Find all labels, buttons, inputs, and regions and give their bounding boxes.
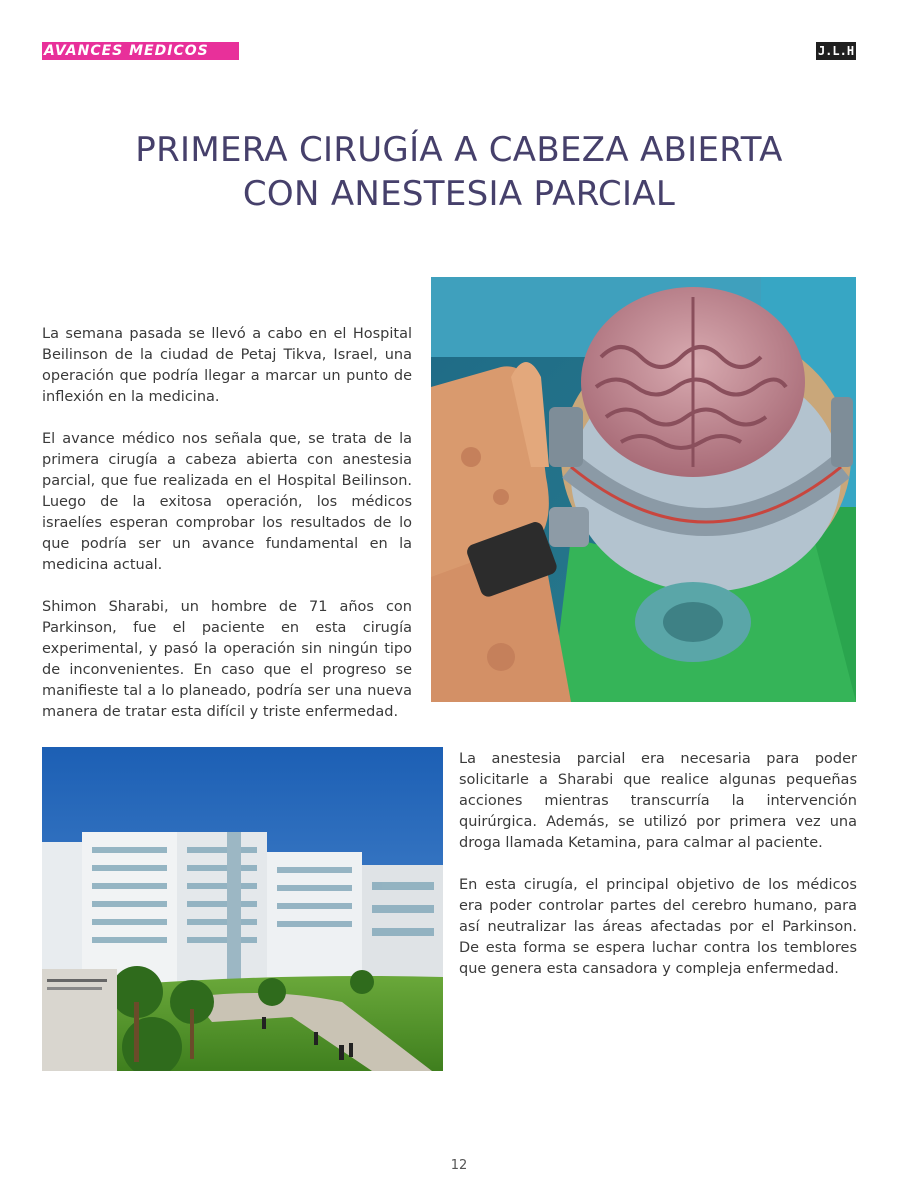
section-label: AVANCES MEDICOS bbox=[42, 42, 239, 60]
title-line-2: CON ANESTESIA PARCIAL bbox=[242, 174, 676, 214]
paragraph: El avance médico nos señala que, se trata de la primera cirugía a cabeza abierta con anestesia parcial, que fue realizada en el Hospital Beilinson. Luego de la exitosa operación, los médicos israelíes esperan comprobar los resultados de lo que podría ser un avance fundamental en la medicina actual. bbox=[42, 431, 412, 573]
brand-logo: J.L.H bbox=[817, 44, 855, 58]
article-title bbox=[80, 128, 838, 216]
page-number: 12 bbox=[450, 1158, 468, 1173]
paragraph: Shimon Sharabi, un hombre de 71 años con Parkinson, fue el paciente en esta cirugía experimental, y pasó la operación sin ningún tipo de inconvenientes. En caso que el progreso se manifieste tal a lo planeado, podría ser una nueva manera de tratar esta difícil y triste enfermedad. bbox=[42, 599, 412, 720]
article-column-right bbox=[459, 749, 857, 1001]
hospital-photo-image bbox=[42, 747, 443, 1071]
article-column-left bbox=[42, 324, 412, 744]
title-line-1: PRIMERA CIRUGÍA A CABEZA ABIERTA bbox=[135, 130, 783, 170]
paragraph: En esta cirugía, el principal objetivo de los médicos era poder controlar partes del cerebro humano, para así neutralizar las áreas afectadas por el Parkinson. De esta forma se espera luchar contra los temblores que genera esta cansadora y compleja enfermedad. bbox=[459, 877, 857, 977]
paragraph: La anestesia parcial era necesaria para poder solicitarle a Sharabi que realice algunas pequeñas acciones mientras transcurría la intervención quirúrgica. Además, se utilizó por primera vez una droga llamada Ketamina, para calmar al paciente. bbox=[459, 751, 857, 851]
paragraph: La semana pasada se llevó a cabo en el Hospital Beilinson de la ciudad de Petaj Tikva, Israel, una operación que podría llegar a marcar un punto de inflexión en la medicina. bbox=[42, 326, 412, 405]
surgery-illustration-image bbox=[431, 277, 856, 702]
